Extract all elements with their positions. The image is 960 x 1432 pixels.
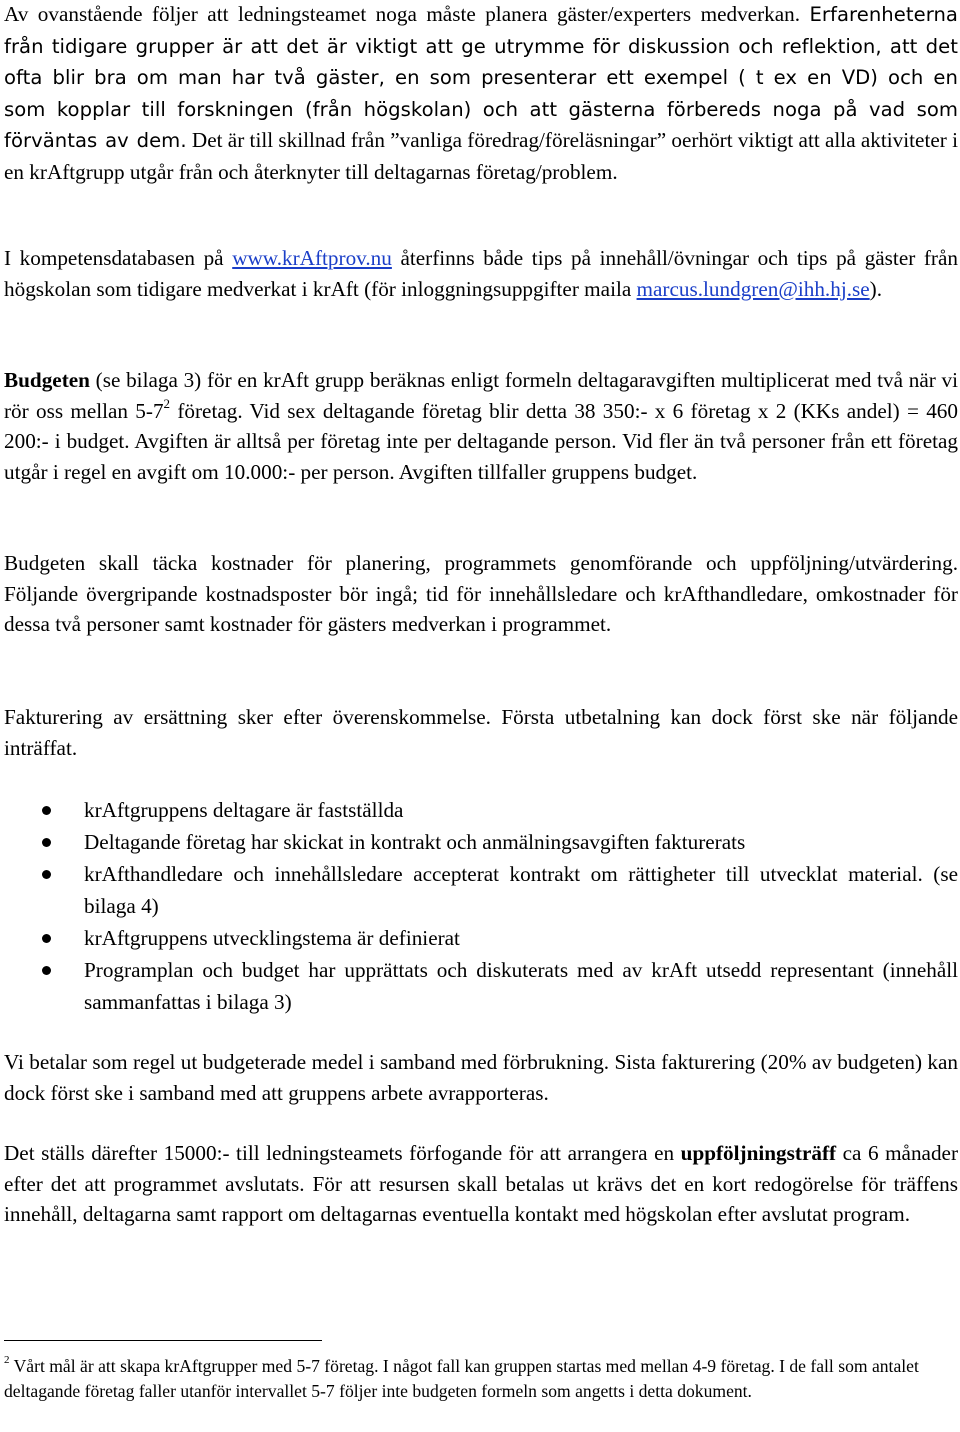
paragraph-competence-database: [4, 243, 958, 304]
paragraph-guests-line1: Av ovanstående följer att ledningsteamet noga måste planera gäster/experters medverkan.: [4, 2, 801, 26]
footnote-divider: [4, 1340, 322, 1341]
invoicing-conditions-list: [4, 794, 958, 1018]
followup-text-a: Det ställs därefter 15000:- till ledningsteamets förfogande för att arrangera en: [4, 1141, 681, 1165]
paragraph-guests-experience: Erfarenheterna från tidigare grupper är att det är viktigt att ge utrymme för diskussion och reflektion, att det ofta blir bra om man har två gäster, en som presenterar ett exempel ( t ex en VD) och en som kopplar till forskningen (från högskolan) och att gästerna förbereds noga på vad som förväntas av dem.: [4, 3, 958, 152]
footnote-marker: 2: [4, 1354, 10, 1367]
kraftprov-link[interactable]: www.krAftprov.nu: [232, 246, 392, 270]
followup-text-b: ca 6 månader efter det att programmet avslutats. För att resursen skall betalas ut krävs det en kort redogörelse för träffens innehåll, deltagarna samt rapport om deltagarnas eventuella kontakt med högskolan efter avslutat program.: [4, 1141, 959, 1226]
competence-text-a: I kompetensdatabasen på: [4, 246, 233, 270]
paragraph-budget: [4, 365, 958, 487]
list-item: Deltagande företag har skickat in kontrakt och anmälningsavgiften fakturerats: [4, 826, 958, 858]
footnote-text: Vårt mål är att skapa krAftgrupper med 5-7 företag. I något fall kan gruppen startas med mellan 4-9 företag. I de fall som antalet deltagande företag faller utanför intervallet 5-7 följer inte budgeten formeln som angetts i detta dokument.: [4, 1356, 919, 1401]
paragraph-guests: [4, 0, 958, 187]
budget-text-b: företag. Vid sex deltagande företag blir detta 38 350:- x 6 företag x 2 (KKs andel) = 460 200:- i budget. Avgiften är alltså per företag inte per deltagande person. Vid fler än två personer från ett företag utgår i regel en avgift om 10.000:- per person. Avgiften tillfaller gruppens budget.: [4, 398, 958, 484]
followup-bold: uppföljningsträff: [680, 1141, 837, 1165]
paragraph-followup: [4, 1138, 958, 1230]
list-item: krAftgruppens utvecklingstema är definierat: [4, 922, 958, 954]
email-link[interactable]: marcus.lundgren@ihh.hj.se: [636, 276, 870, 301]
paragraph-guests-tail: Det är till skillnad från ”vanliga föredrag/föreläsningar” oerhört viktigt att alla aktiviteter i en krAftgrupp utgår från och återknyter till deltagarnas företag/problem.: [4, 128, 958, 184]
list-item: krAftgruppens deltagare är fastställda: [4, 794, 958, 826]
competence-text-b: återfinns både tips på innehåll/övningar och tips på gäster från högskolan som tidigare medverkat i krAft (för inloggningsuppgifter maila: [4, 246, 958, 301]
competence-text-c: ).: [869, 276, 883, 301]
budget-heading: Budgeten: [4, 368, 90, 392]
footnote-ref-2: 2: [163, 396, 171, 412]
paragraph-budget-costs: Budgeten skall täcka kostnader för planering, programmets genomförande och uppföljning/utvärdering. Följande övergripande kostnadsposter bör ingå; tid för innehållsledare och krAfthandledare, omkostnader för dessa två personer samt kostnader för gästers medverkan i programmet.: [4, 551, 958, 636]
budget-text-a: (se bilaga 3) för en krAft grupp beräknas enligt formeln deltagaravgiften multiplicerat med två när vi rör oss mellan 5-7: [4, 368, 958, 423]
paragraph-payment: Vi betalar som regel ut budgeterade medel i samband med förbrukning. Sista fakturering (20% av budgeten) kan dock först ske i samband med att gruppens arbete avrapporteras.: [4, 1050, 958, 1105]
list-item: krAfthandledare och innehållsledare accepterat kontrakt om rättigheter till utvecklat material. (se bilaga 4): [4, 858, 958, 922]
paragraph-invoicing: Fakturering av ersättning sker efter överenskommelse. Första utbetalning kan dock först ske när följande inträffat.: [4, 705, 958, 760]
list-item: Programplan och budget har upprättats och diskuterats med av krAft utsedd representant (innehåll sammanfattas i bilaga 3): [4, 954, 958, 1018]
footnote-2: [4, 1354, 934, 1404]
